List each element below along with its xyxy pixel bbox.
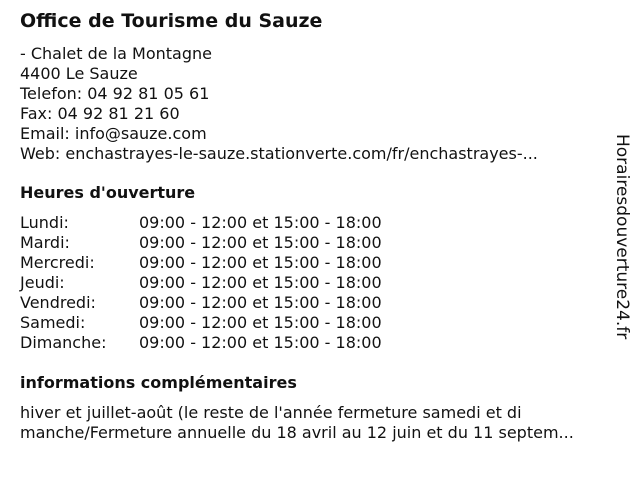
time-range: 09:00 - 12:00 et 15:00 - 18:00 (139, 293, 382, 312)
fax-number: Fax: 04 92 81 21 60 (20, 104, 180, 123)
time-range: 09:00 - 12:00 et 15:00 - 18:00 (139, 213, 382, 232)
day-label: Mercredi: (20, 253, 95, 272)
day-label: Jeudi: (20, 273, 65, 292)
hours-heading: Heures d'ouverture (20, 183, 196, 202)
time-range: 09:00 - 12:00 et 15:00 - 18:00 (139, 233, 382, 252)
time-range: 09:00 - 12:00 et 15:00 - 18:00 (139, 313, 382, 332)
day-label: Lundi: (20, 213, 69, 232)
info-heading: informations complémentaires (20, 373, 297, 392)
time-range: 09:00 - 12:00 et 15:00 - 18:00 (139, 333, 382, 352)
day-label: Samedi: (20, 313, 86, 332)
site-watermark: Horairesdouverture24.fr (612, 134, 632, 340)
info-line-1: hiver et juillet-août (le reste de l'année fermeture samedi et di (20, 403, 522, 422)
phone-number[interactable]: Telefon: 04 92 81 05 61 (20, 84, 210, 103)
day-label: Dimanche: (20, 333, 107, 352)
website-link[interactable]: Web: enchastrayes-le-sauze.stationverte.com/fr/enchastrayes-... (20, 144, 538, 163)
address-block (20, 44, 538, 164)
day-label: Mardi: (20, 233, 70, 252)
info-text (20, 403, 632, 443)
address-line-1: - Chalet de la Montagne (20, 44, 212, 63)
day-label: Vendredi: (20, 293, 96, 312)
info-line-2: manche/Fermeture annuelle du 18 avril au 12 juin et du 11 septem... (20, 423, 574, 442)
time-range: 09:00 - 12:00 et 15:00 - 18:00 (139, 273, 382, 292)
address-line-2: 4400 Le Sauze (20, 64, 138, 83)
time-range: 09:00 - 12:00 et 15:00 - 18:00 (139, 253, 382, 272)
page-title: Office de Tourisme du Sauze (20, 10, 323, 32)
email-address[interactable]: Email: info@sauze.com (20, 124, 207, 143)
